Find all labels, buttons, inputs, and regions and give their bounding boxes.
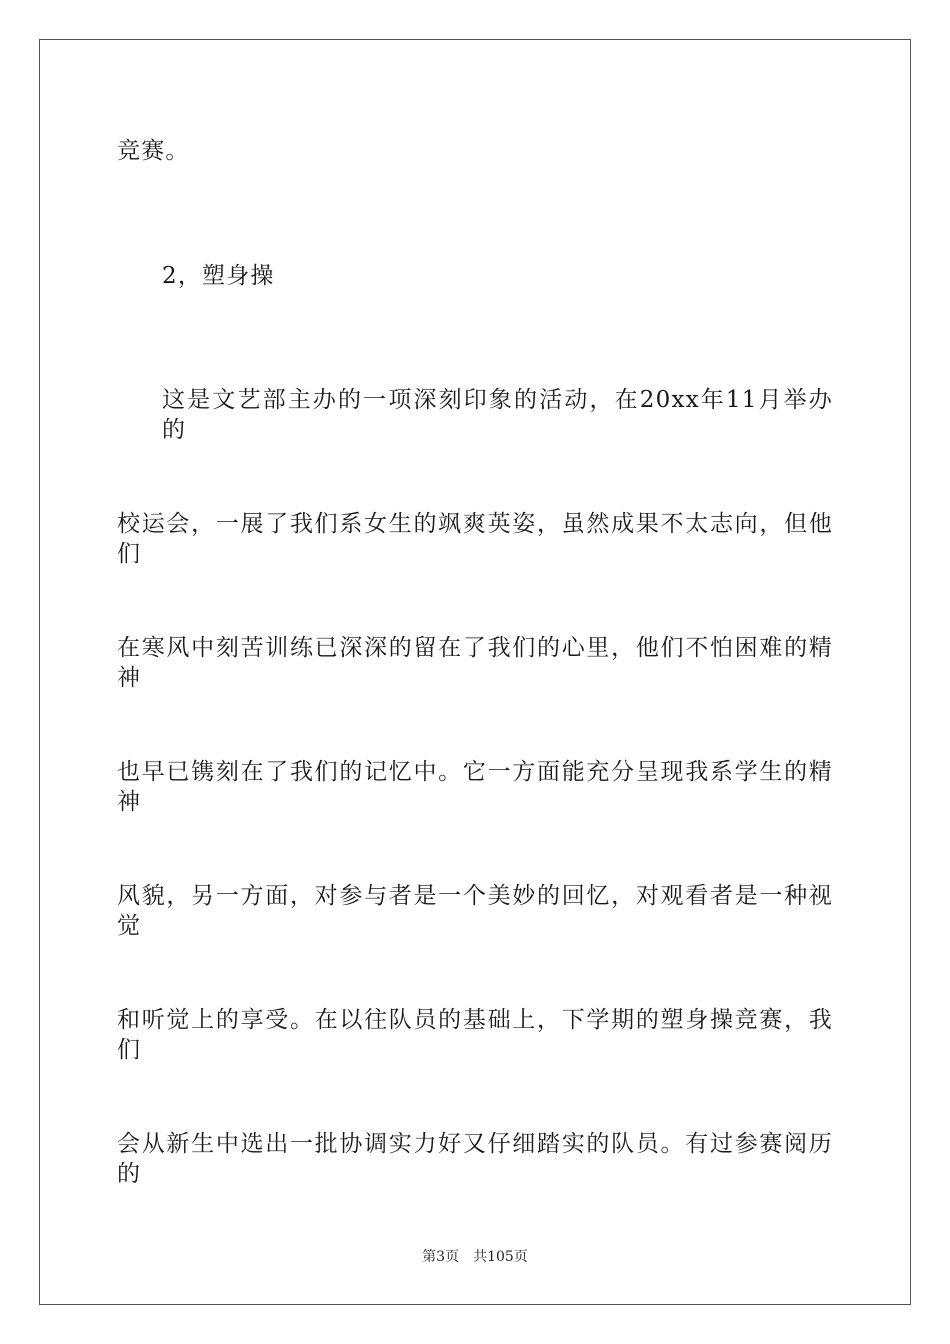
page-border bbox=[39, 39, 911, 1305]
text-line: 会从新生中选出一批协调实力好又仔细踏实的队员。有过参赛阅历的 bbox=[117, 1131, 833, 1187]
text-line: 和听觉上的享受。在以往队员的基础上，下学期的塑身操竞赛，我们 bbox=[117, 1007, 833, 1063]
text-line: 在寒风中刻苦训练已深深的留在了我们的心里，他们不怕困难的精神 bbox=[117, 635, 833, 691]
total-pages: 共105页 bbox=[473, 1249, 528, 1265]
page-footer bbox=[0, 1248, 950, 1266]
text-line: 校运会，一展了我们系女生的飒爽英姿，虽然成果不太志向，但他们 bbox=[117, 511, 833, 567]
text-line: 竞赛。 bbox=[117, 138, 190, 164]
section-heading: 2，塑身操 bbox=[162, 263, 275, 289]
text-line: 这是文艺部主办的一项深刻印象的活动，在20xx年11月举办的 bbox=[162, 387, 833, 443]
page-number: 第3页 bbox=[422, 1249, 460, 1265]
text-line: 也早已镌刻在了我们的记忆中。它一方面能充分呈现我系学生的精神 bbox=[117, 759, 833, 815]
text-line: 风貌，另一方面，对参与者是一个美妙的回忆，对观看者是一种视觉 bbox=[117, 883, 833, 939]
